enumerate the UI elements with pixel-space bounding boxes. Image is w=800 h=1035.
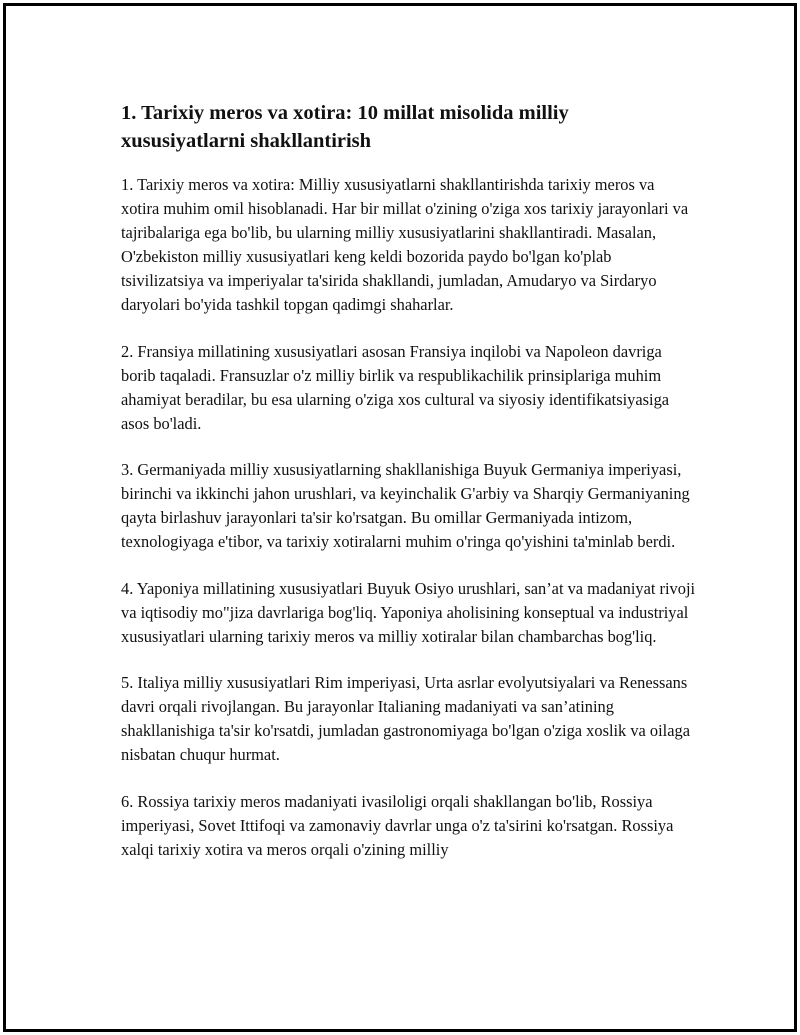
paragraph-4: 4. Yaponiya millatining xususiyatlari Buyuk Osiyo urushlari, san’at va madaniyat rivoji va iqtisodiy mo"jiza davrlariga bog'liq. Yaponiya aholisining konseptual va industriyal xususiyatlari ularning tarixiy meros va milliy xotiralar bilan chambarchas bog'liq. [121,578,696,646]
page-frame [3,3,797,1032]
document-body [121,99,696,884]
paragraph-3: 3. Germaniyada milliy xususiyatlarning shakllanishiga Buyuk Germaniya imperiyasi, birinchi va ikkinchi jahon urushlari, va keyinchalik G'arbiy va Sharqiy Germaniyaning qayta birlashuv jarayonlari ta'sir ko'rsatgan. Bu omillar Germaniyada intizom, texnologiyaga e'tibor, va tarixiy xotiralarni muhim o'ringa qo'yishini ta'minlab berdi. [121,460,690,551]
page-title: 1. Tarixiy meros va xotira: 10 millat misolida milliy xususiyatlarni shakllantirish [121,102,569,152]
paragraph-list [121,173,696,862]
paragraph-1: 1. Tarixiy meros va xotira: Milliy xususiyatlarni shakllantirishda tarixiy meros va xotira muhim omil hisoblanadi. Har bir millat o'zining o'ziga xos tarixiy jarayonlari va tajribalariga ega bo'lib, bu ularning milliy xususiyatlarini shakllantiradi. Masalan, O'zbekiston milliy xususiyatlari keng keldi bozorida paydo bo'lgan ko'plab tsivilizatsiya va imperiyalar ta'sirida shakllandi, jumladan, Amudaryo va Sirdaryo daryolari bo'yida tashkil topgan qadimgi shaharlar. [121,175,689,314]
paragraph-6: 6. Rossiya tarixiy meros madaniyati ivasiloligi orqali shakllangan bo'lib, Rossiya imperiyasi, Sovet Ittifoqi va zamonaviy davrlar unga o'z ta'sirini ko'rsatgan. Rossiya xalqi tarixiy xotira va meros orqali o'zining milliy [121,791,674,859]
paragraph-5: 5. Italiya milliy xususiyatlari Rim imperiyasi, Urta asrlar evolyutsiyalari va Renessans davri orqali rivojlangan. Bu jarayonlar Italianing madaniyati va san’atining shakllanishiga ta'sir ko'rsatdi, jumladan gastronomiyaga bo'lgan o'ziga xoslik va oilaga nisbatan chuqur hurmat. [121,673,690,764]
paragraph-2: 2. Fransiya millatining xususiyatlari asosan Fransiya inqilobi va Napoleon davriga borib taqaladi. Fransuzlar o'z milliy birlik va respublikachilik prinsiplariga muhim ahamiyat beradilar, bu esa ularning o'ziga xos cultural va siyosiy identifikatsiyasiga asos bo'ladi. [121,341,670,433]
